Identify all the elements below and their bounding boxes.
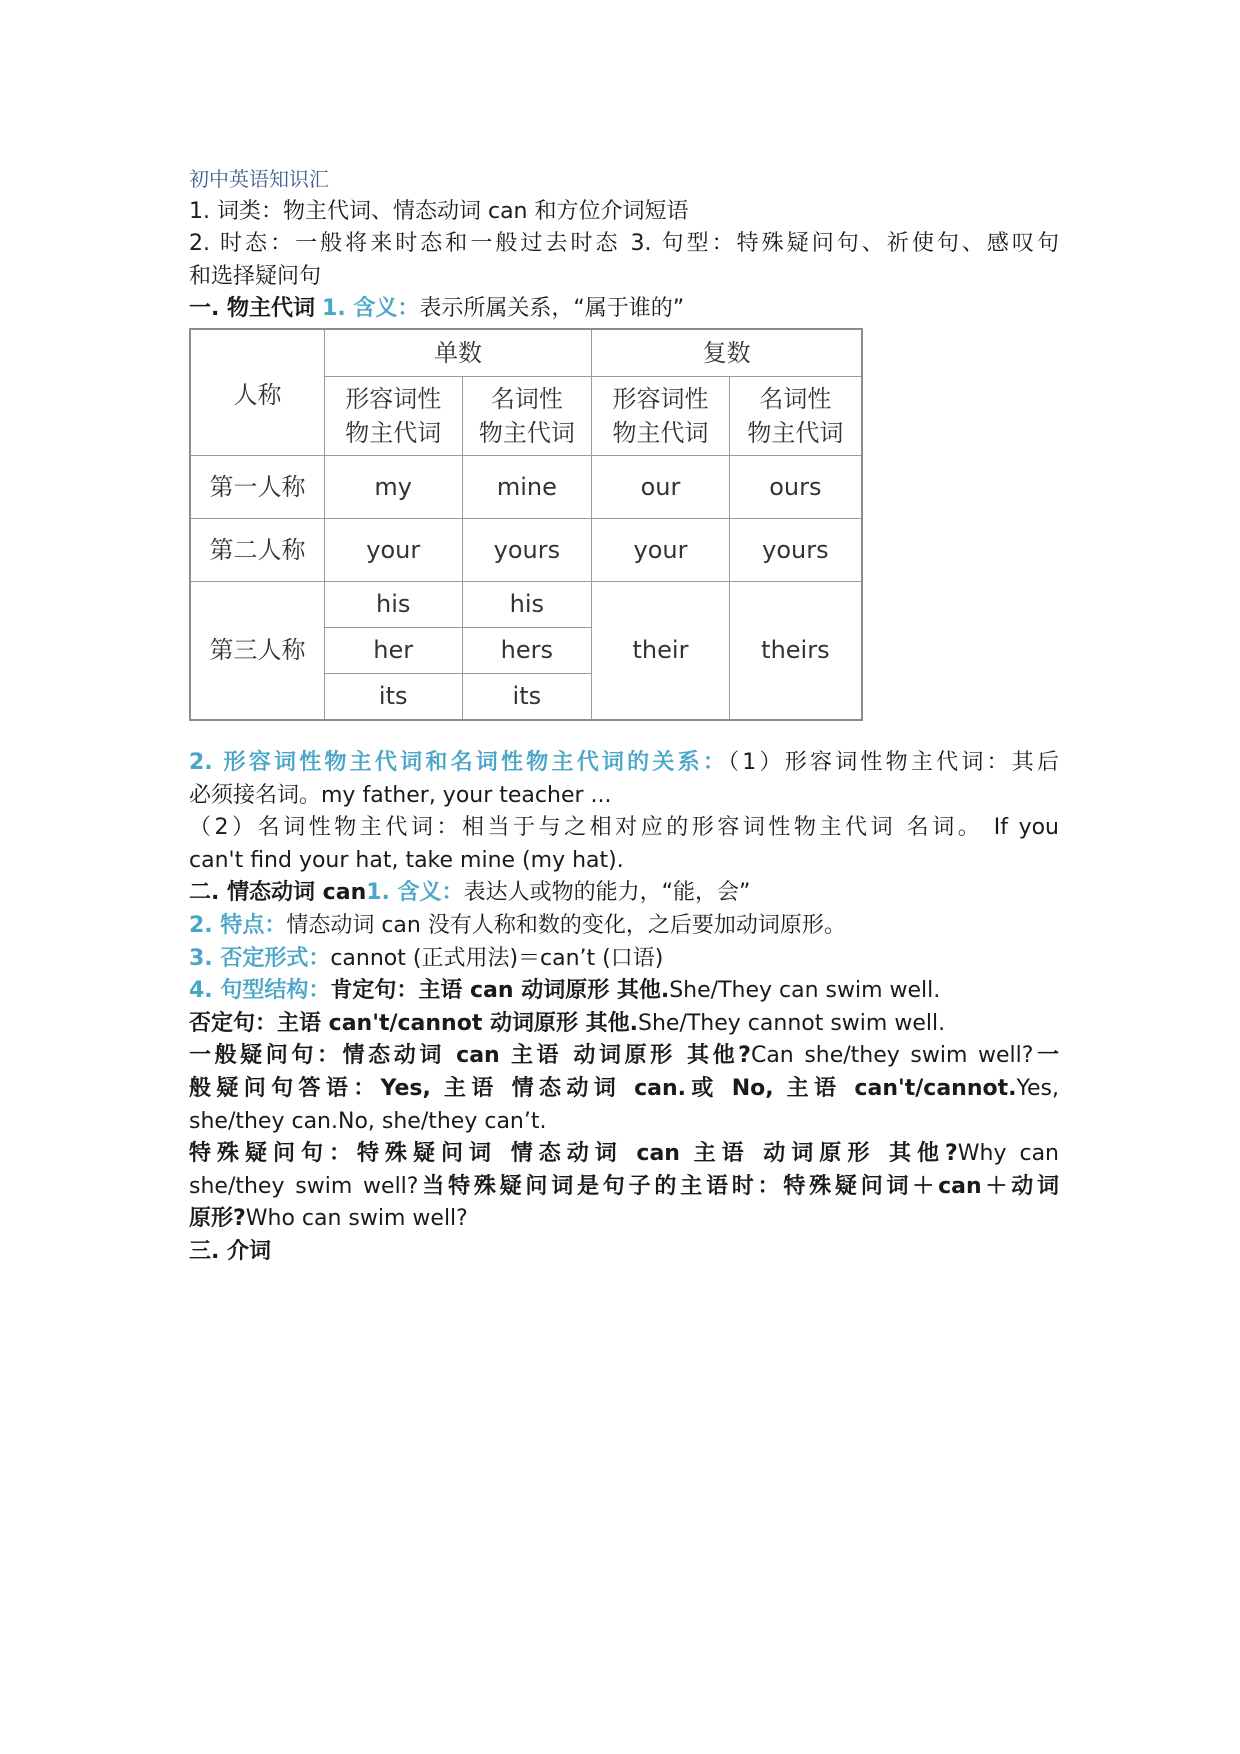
row-label-second: 第二人称 [190,518,324,581]
section-2-label-4: 4. 句型结构： [189,978,331,1004]
relation-line-1 [189,747,1059,780]
section-3-heading: 三. 介词 [189,1238,272,1264]
section-2-label-2: 2. 特点： [189,912,287,938]
wh-subject-rule: 当特殊疑问词是句子的主语时：特殊疑问词＋can＋动词 [418,1173,1060,1199]
section-2-line-11 [189,1203,1059,1236]
header-plural: 复数 [592,329,862,377]
header-noun-label: 名词性 [759,384,832,413]
section-2-heading-line [189,877,1059,910]
wh-question-pattern: 特殊疑问句：特殊疑问词 情态动词 can 主语 动词原形 其他? [189,1141,958,1167]
table-cell: its [324,673,462,720]
section-2-label-1: 1. 含义： [366,880,464,906]
section-2-text-1: 表达人或物的能力，“能，会” [463,880,751,906]
table-row-third-person-1 [190,581,862,627]
answer-example-start: Yes, [1016,1075,1059,1101]
table-cell: theirs [729,581,862,720]
section-2-line-5 [189,1008,1059,1041]
section-2-text-2: 情态动词 can 没有人称和数的变化，之后要加动词原形。 [286,912,846,938]
section-2-line-4 [189,975,1059,1008]
header-singular-noun [462,376,592,455]
header-plural-adj [592,376,730,455]
table-cell: my [324,455,462,518]
relation-line-4: can't find your hat, take mine (my hat). [189,847,624,873]
table-cell: mine [462,455,592,518]
affirmative-example: She/They can swim well. [669,978,941,1004]
pronoun-table [189,328,863,721]
relation-line-2: 必须接名词。my father, your teacher ... [189,782,612,808]
summary-line-1: 1. 词类：物主代词、情态动词 can 和方位介词短语 [189,198,689,224]
relation-label: 2. 形容词性物主代词和名词性物主代词的关系： [189,749,729,775]
table-cell: ours [729,455,862,518]
relation-text-1a: （1）形容词性物主代词：其后 [728,749,1060,775]
table-cell: their [592,581,730,720]
header-poss-label: 物主代词 [345,418,442,447]
header-adj-label: 形容词性 [612,384,709,413]
table-cell: our [592,455,730,518]
table-row-second-person [190,518,862,581]
section-1-heading-line [189,293,1059,326]
section-1-heading: 一. 物主代词 [189,296,316,322]
header-person: 人称 [190,329,324,456]
table-cell: his [462,581,592,627]
section-2-line-3 [189,943,1059,976]
negative-example: She/They cannot swim well. [638,1010,946,1036]
header-plural-noun [729,376,862,455]
section-2-line-7 [189,1073,1059,1106]
header-poss-label: 物主代词 [612,418,709,447]
header-singular: 单数 [324,329,591,377]
document-body [189,163,1059,1268]
question-pattern: 一般疑问句：情态动词 can 主语 动词原形 其他? [189,1043,751,1069]
section-2-line-10 [189,1171,1059,1204]
section-2-line-6 [189,1040,1059,1073]
section-2-label-3: 3. 否定形式： [189,945,331,971]
header-noun-label: 名词性 [490,384,563,413]
table-cell: its [462,673,592,720]
section-2-line-2 [189,910,1059,943]
header-poss-label: 物主代词 [478,418,575,447]
section-2-line-9 [189,1138,1059,1171]
table-cell: his [324,581,462,627]
negative-pattern: 否定句：主语 can't/cannot 动词原形 其他. [189,1010,639,1036]
table-header-row-1 [190,329,862,377]
affirmative-pattern: 肯定句：主语 can 动词原形 其他. [330,978,670,1004]
section-1-label: 1. 含义： [322,296,420,322]
wh-subject-example: Who can swim well? [245,1206,468,1232]
summary-line-3: 和选择疑问句 [189,263,322,289]
table-cell: yours [462,518,592,581]
question-example: Can she/they swim well? [750,1043,1034,1069]
table-row-first-person [190,455,862,518]
section-2-text-3: cannot (正式用法)＝can’t (口语) [330,945,664,971]
table-cell: your [324,518,462,581]
answer-pattern: 般疑问句答语：Yes, 主语 情态动词 can.或 No, 主语 can't/cannot. [189,1075,1017,1101]
section-1-text: 表示所属关系，“属于谁的” [419,296,685,322]
header-singular-adj [324,376,462,455]
summary-line-2: 2. 时态：一般将来时态和一般过去时态 3. 句型：特殊疑问句、祈使句、感叹句 [189,231,1059,257]
doc-title: 初中英语知识汇 [189,167,329,191]
wh-question-example-end: she/they swim well? [189,1173,419,1199]
table-cell: hers [462,627,592,673]
header-adj-label: 形容词性 [345,384,442,413]
relation-line-3: （2）名词性物主代词：相当于与之相对应的形容词性物主代词 名词。 If you [189,815,1059,841]
question-answer-start: 一 [1033,1043,1059,1069]
wh-subject-rule-end: 原形? [189,1206,246,1232]
section-2-line-8: she/they can.No, she/they can’t. [189,1108,547,1134]
pronoun-table-wrapper [189,328,1059,721]
row-label-first: 第一人称 [190,455,324,518]
section-2-heading: 二. 情态动词 can [189,880,367,906]
header-poss-label: 物主代词 [747,418,844,447]
row-label-third: 第三人称 [190,581,324,720]
wh-question-example-start: Why can [957,1141,1060,1167]
table-cell: your [592,518,730,581]
table-cell: yours [729,518,862,581]
table-cell: her [324,627,462,673]
